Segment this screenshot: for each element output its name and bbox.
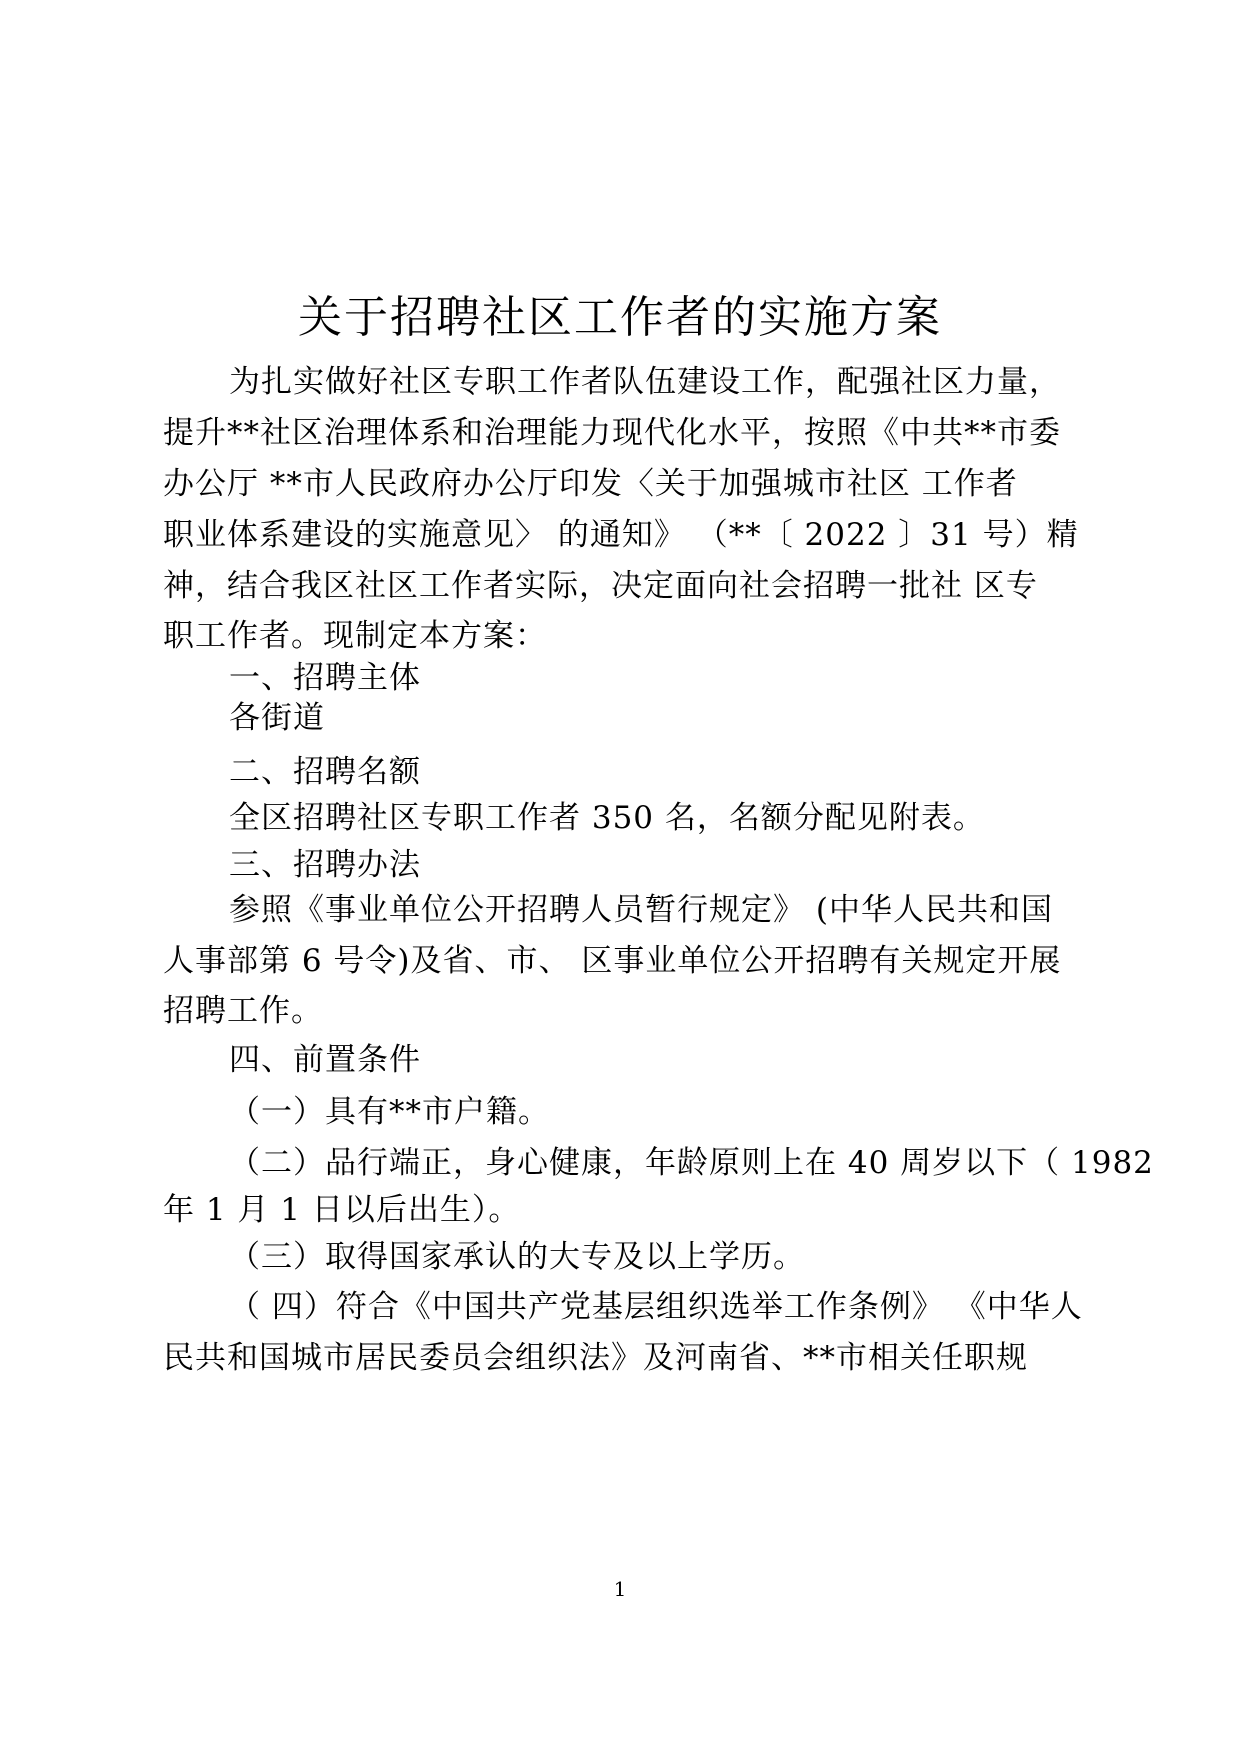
section-4-line-3: 年 1 月 1 日以后出生）。 [163,1192,521,1228]
intro-line-3: 办公厅 **市人民政府办公厅印发〈关于加强城市社区 工作者 [163,466,1018,502]
intro-line-6: 职工作者。现制定本方案： [163,618,547,654]
section-2-line-1: 全区招聘社区专职工作者 350 名，名额分配见附表。 [229,800,985,836]
intro-line-5: 神，结合我区社区工作者实际，决定面向社会招聘一批社 区专 [163,568,1038,604]
section-2-heading: 二、招聘名额 [229,754,421,790]
section-3-line-2: 人事部第 6 号令)及省、市、 区事业单位公开招聘有关规定开展 [163,943,1062,979]
section-3-line-3: 招聘工作。 [163,993,323,1029]
intro-line-4: 职业体系建设的实施意见〉 的通知》 （**〔 2022 〕31 号）精 [163,517,1079,553]
section-3-line-1: 参照《事业单位公开招聘人员暂行规定》 (中华人民共和国 [229,892,1053,928]
section-3-heading: 三、招聘办法 [229,847,421,883]
section-4-line-4: （三）取得国家承认的大专及以上学历。 [229,1239,805,1275]
section-4-line-1: （一）具有**市户籍。 [229,1094,550,1130]
intro-line-1: 为扎实做好社区专职工作者队伍建设工作，配强社区力量， [229,364,1061,400]
section-4-heading: 四、前置条件 [229,1042,421,1078]
intro-line-2: 提升**社区治理体系和治理能力现代化水平，按照《中共**市委 [163,415,1061,451]
section-1-heading: 一、招聘主体 [229,660,421,696]
section-4-line-6: 民共和国城市居民委员会组织法》及河南省、**市相关任职规 [163,1340,1028,1376]
section-4-line-2: （二）品行端正，身心健康，年龄原则上在 40 周岁以下（ 1982 [229,1145,1154,1181]
section-1-line-1: 各街道 [229,700,325,736]
document-title: 关于招聘社区工作者的实施方案 [298,292,942,343]
section-4-line-5: （ 四）符合《中国共产党基层组织选举工作条例》 《中华人 [229,1289,1083,1325]
page-number: 1 [613,1577,627,1601]
